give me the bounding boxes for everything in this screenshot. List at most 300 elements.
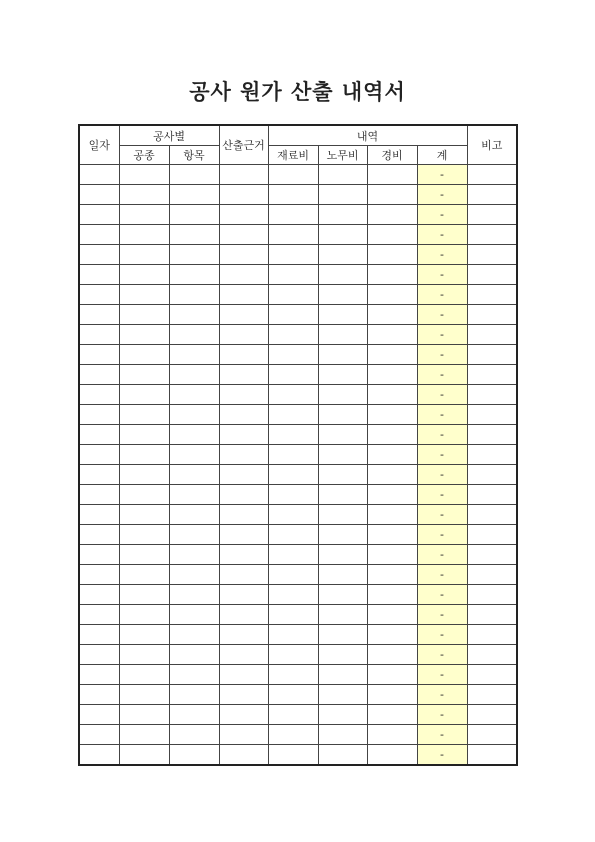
material-cell[interactable] — [268, 325, 318, 345]
labor-cell[interactable] — [318, 225, 367, 245]
date-cell[interactable] — [79, 305, 119, 325]
remarks-cell[interactable] — [467, 345, 517, 365]
work-kind-cell[interactable] — [119, 365, 169, 385]
material-cell[interactable] — [268, 545, 318, 565]
remarks-cell[interactable] — [467, 205, 517, 225]
date-cell[interactable] — [79, 585, 119, 605]
item-cell[interactable] — [169, 705, 219, 725]
material-cell[interactable] — [268, 225, 318, 245]
remarks-cell[interactable] — [467, 525, 517, 545]
basis-cell[interactable] — [219, 225, 268, 245]
labor-cell[interactable] — [318, 605, 367, 625]
labor-cell[interactable] — [318, 205, 367, 225]
item-cell[interactable] — [169, 565, 219, 585]
expense-cell[interactable] — [367, 405, 417, 425]
header-details: 내역 — [268, 125, 467, 146]
material-cell[interactable] — [268, 485, 318, 505]
date-cell[interactable] — [79, 325, 119, 345]
labor-cell[interactable] — [318, 525, 367, 545]
work-kind-cell[interactable] — [119, 485, 169, 505]
table-body — [79, 165, 517, 766]
table-row — [79, 225, 517, 245]
work-kind-cell[interactable] — [119, 685, 169, 705]
expense-cell[interactable] — [367, 645, 417, 665]
header-work-kind: 공종 — [119, 146, 169, 165]
expense-cell[interactable] — [367, 525, 417, 545]
work-kind-cell[interactable] — [119, 465, 169, 485]
header-date: 일자 — [79, 125, 119, 165]
basis-cell[interactable] — [219, 445, 268, 465]
labor-cell[interactable] — [318, 705, 367, 725]
labor-cell[interactable] — [318, 645, 367, 665]
material-cell[interactable] — [268, 465, 318, 485]
labor-cell[interactable] — [318, 725, 367, 745]
item-cell[interactable] — [169, 465, 219, 485]
remarks-cell[interactable] — [467, 185, 517, 205]
total-cell[interactable]: - — [417, 525, 467, 545]
item-cell[interactable] — [169, 745, 219, 766]
total-cell[interactable]: - — [417, 365, 467, 385]
table-row — [79, 465, 517, 485]
table-row — [79, 365, 517, 385]
basis-cell[interactable] — [219, 685, 268, 705]
item-cell[interactable] — [169, 545, 219, 565]
remarks-cell[interactable] — [467, 745, 517, 766]
table-row — [79, 645, 517, 665]
labor-cell[interactable] — [318, 385, 367, 405]
item-cell[interactable] — [169, 425, 219, 445]
expense-cell[interactable] — [367, 185, 417, 205]
labor-cell[interactable] — [318, 405, 367, 425]
item-cell[interactable] — [169, 385, 219, 405]
header-total: 계 — [417, 146, 467, 165]
remarks-cell[interactable] — [467, 565, 517, 585]
labor-cell[interactable] — [318, 425, 367, 445]
labor-cell[interactable] — [318, 245, 367, 265]
basis-cell[interactable] — [219, 325, 268, 345]
header-item: 항목 — [169, 146, 219, 165]
work-kind-cell[interactable] — [119, 185, 169, 205]
table-row — [79, 165, 517, 185]
expense-cell[interactable] — [367, 485, 417, 505]
labor-cell[interactable] — [318, 165, 367, 185]
basis-cell[interactable] — [219, 385, 268, 405]
item-cell[interactable] — [169, 725, 219, 745]
total-cell[interactable]: - — [417, 285, 467, 305]
work-kind-cell[interactable] — [119, 565, 169, 585]
material-cell[interactable] — [268, 585, 318, 605]
total-cell[interactable]: - — [417, 385, 467, 405]
labor-cell[interactable] — [318, 285, 367, 305]
material-cell[interactable] — [268, 205, 318, 225]
item-cell[interactable] — [169, 525, 219, 545]
item-cell[interactable] — [169, 225, 219, 245]
work-kind-cell[interactable] — [119, 165, 169, 185]
expense-cell[interactable] — [367, 445, 417, 465]
remarks-cell[interactable] — [467, 465, 517, 485]
labor-cell[interactable] — [318, 565, 367, 585]
expense-cell[interactable] — [367, 165, 417, 185]
total-cell[interactable]: - — [417, 405, 467, 425]
labor-cell[interactable] — [318, 485, 367, 505]
basis-cell[interactable] — [219, 205, 268, 225]
remarks-cell[interactable] — [467, 365, 517, 385]
date-cell[interactable] — [79, 385, 119, 405]
remarks-cell[interactable] — [467, 705, 517, 725]
work-kind-cell[interactable] — [119, 605, 169, 625]
basis-cell[interactable] — [219, 285, 268, 305]
remarks-cell[interactable] — [467, 545, 517, 565]
expense-cell[interactable] — [367, 625, 417, 645]
work-kind-cell[interactable] — [119, 285, 169, 305]
material-cell[interactable] — [268, 605, 318, 625]
labor-cell[interactable] — [318, 185, 367, 205]
expense-cell[interactable] — [367, 465, 417, 485]
material-cell[interactable] — [268, 725, 318, 745]
total-cell[interactable]: - — [417, 345, 467, 365]
basis-cell[interactable] — [219, 725, 268, 745]
material-cell[interactable] — [268, 165, 318, 185]
date-cell[interactable] — [79, 665, 119, 685]
date-cell[interactable] — [79, 185, 119, 205]
date-cell[interactable] — [79, 545, 119, 565]
date-cell[interactable] — [79, 465, 119, 485]
basis-cell[interactable] — [219, 705, 268, 725]
labor-cell[interactable] — [318, 745, 367, 766]
work-kind-cell[interactable] — [119, 525, 169, 545]
expense-cell[interactable] — [367, 345, 417, 365]
table-row — [79, 725, 517, 745]
basis-cell[interactable] — [219, 425, 268, 445]
remarks-cell[interactable] — [467, 665, 517, 685]
work-kind-cell[interactable] — [119, 585, 169, 605]
expense-cell[interactable] — [367, 545, 417, 565]
basis-cell[interactable] — [219, 525, 268, 545]
basis-cell[interactable] — [219, 565, 268, 585]
item-cell[interactable] — [169, 645, 219, 665]
date-cell[interactable] — [79, 225, 119, 245]
work-kind-cell[interactable] — [119, 205, 169, 225]
remarks-cell[interactable] — [467, 325, 517, 345]
material-cell[interactable] — [268, 245, 318, 265]
labor-cell[interactable] — [318, 265, 367, 285]
expense-cell[interactable] — [367, 325, 417, 345]
material-cell[interactable] — [268, 185, 318, 205]
date-cell[interactable] — [79, 205, 119, 225]
basis-cell[interactable] — [219, 245, 268, 265]
total-cell[interactable]: - — [417, 545, 467, 565]
date-cell[interactable] — [79, 625, 119, 645]
labor-cell[interactable] — [318, 365, 367, 385]
material-cell[interactable] — [268, 505, 318, 525]
expense-cell[interactable] — [367, 285, 417, 305]
expense-cell[interactable] — [367, 425, 417, 445]
remarks-cell[interactable] — [467, 425, 517, 445]
material-cell[interactable] — [268, 405, 318, 425]
item-cell[interactable] — [169, 325, 219, 345]
remarks-cell[interactable] — [467, 725, 517, 745]
remarks-cell[interactable] — [467, 305, 517, 325]
total-cell[interactable]: - — [417, 645, 467, 665]
date-cell[interactable] — [79, 605, 119, 625]
item-cell[interactable] — [169, 485, 219, 505]
expense-cell[interactable] — [367, 205, 417, 225]
basis-cell[interactable] — [219, 485, 268, 505]
date-cell[interactable] — [79, 705, 119, 725]
labor-cell[interactable] — [318, 505, 367, 525]
remarks-cell[interactable] — [467, 225, 517, 245]
remarks-cell[interactable] — [467, 285, 517, 305]
table-row — [79, 445, 517, 465]
basis-cell[interactable] — [219, 405, 268, 425]
remarks-cell[interactable] — [467, 245, 517, 265]
material-cell[interactable] — [268, 525, 318, 545]
total-cell[interactable]: - — [417, 325, 467, 345]
item-cell[interactable] — [169, 665, 219, 685]
total-cell[interactable]: - — [417, 505, 467, 525]
item-cell[interactable] — [169, 265, 219, 285]
total-cell[interactable]: - — [417, 745, 467, 766]
expense-cell[interactable] — [367, 505, 417, 525]
labor-cell[interactable] — [318, 545, 367, 565]
total-cell[interactable]: - — [417, 685, 467, 705]
expense-cell[interactable] — [367, 605, 417, 625]
expense-cell[interactable] — [367, 305, 417, 325]
expense-cell[interactable] — [367, 245, 417, 265]
date-cell[interactable] — [79, 485, 119, 505]
basis-cell[interactable] — [219, 585, 268, 605]
total-cell[interactable]: - — [417, 665, 467, 685]
remarks-cell[interactable] — [467, 505, 517, 525]
material-cell[interactable] — [268, 705, 318, 725]
date-cell[interactable] — [79, 725, 119, 745]
table-row — [79, 585, 517, 605]
total-cell[interactable]: - — [417, 625, 467, 645]
work-kind-cell[interactable] — [119, 545, 169, 565]
labor-cell[interactable] — [318, 445, 367, 465]
basis-cell[interactable] — [219, 505, 268, 525]
work-kind-cell[interactable] — [119, 305, 169, 325]
total-cell[interactable]: - — [417, 705, 467, 725]
header-material: 재료비 — [268, 146, 318, 165]
work-kind-cell[interactable] — [119, 705, 169, 725]
material-cell[interactable] — [268, 365, 318, 385]
item-cell[interactable] — [169, 285, 219, 305]
basis-cell[interactable] — [219, 545, 268, 565]
remarks-cell[interactable] — [467, 405, 517, 425]
remarks-cell[interactable] — [467, 445, 517, 465]
labor-cell[interactable] — [318, 665, 367, 685]
total-cell[interactable]: - — [417, 465, 467, 485]
date-cell[interactable] — [79, 285, 119, 305]
date-cell[interactable] — [79, 345, 119, 365]
item-cell[interactable] — [169, 165, 219, 185]
header-work-type: 공사별 — [119, 125, 219, 146]
remarks-cell[interactable] — [467, 165, 517, 185]
expense-cell[interactable] — [367, 265, 417, 285]
item-cell[interactable] — [169, 625, 219, 645]
basis-cell[interactable] — [219, 625, 268, 645]
date-cell[interactable] — [79, 405, 119, 425]
basis-cell[interactable] — [219, 665, 268, 685]
table-row — [79, 385, 517, 405]
table-row — [79, 305, 517, 325]
total-cell[interactable]: - — [417, 205, 467, 225]
work-kind-cell[interactable] — [119, 245, 169, 265]
total-cell[interactable]: - — [417, 445, 467, 465]
item-cell[interactable] — [169, 345, 219, 365]
work-kind-cell[interactable] — [119, 385, 169, 405]
labor-cell[interactable] — [318, 585, 367, 605]
header-labor: 노무비 — [318, 146, 367, 165]
item-cell[interactable] — [169, 185, 219, 205]
remarks-cell[interactable] — [467, 625, 517, 645]
table-row — [79, 485, 517, 505]
table-row — [79, 625, 517, 645]
basis-cell[interactable] — [219, 165, 268, 185]
material-cell[interactable] — [268, 685, 318, 705]
table-row — [79, 505, 517, 525]
expense-cell[interactable] — [367, 385, 417, 405]
item-cell[interactable] — [169, 365, 219, 385]
date-cell[interactable] — [79, 685, 119, 705]
basis-cell[interactable] — [219, 185, 268, 205]
basis-cell[interactable] — [219, 265, 268, 285]
expense-cell[interactable] — [367, 705, 417, 725]
material-cell[interactable] — [268, 565, 318, 585]
material-cell[interactable] — [268, 385, 318, 405]
labor-cell[interactable] — [318, 305, 367, 325]
work-kind-cell[interactable] — [119, 405, 169, 425]
material-cell[interactable] — [268, 665, 318, 685]
labor-cell[interactable] — [318, 685, 367, 705]
work-kind-cell[interactable] — [119, 345, 169, 365]
work-kind-cell[interactable] — [119, 425, 169, 445]
material-cell[interactable] — [268, 265, 318, 285]
material-cell[interactable] — [268, 445, 318, 465]
total-cell[interactable]: - — [417, 485, 467, 505]
basis-cell[interactable] — [219, 365, 268, 385]
basis-cell[interactable] — [219, 345, 268, 365]
expense-cell[interactable] — [367, 365, 417, 385]
item-cell[interactable] — [169, 205, 219, 225]
item-cell[interactable] — [169, 685, 219, 705]
remarks-cell[interactable] — [467, 385, 517, 405]
basis-cell[interactable] — [219, 605, 268, 625]
total-cell[interactable]: - — [417, 585, 467, 605]
item-cell[interactable] — [169, 405, 219, 425]
expense-cell[interactable] — [367, 725, 417, 745]
date-cell[interactable] — [79, 565, 119, 585]
total-cell[interactable]: - — [417, 305, 467, 325]
item-cell[interactable] — [169, 305, 219, 325]
table-row — [79, 685, 517, 705]
date-cell[interactable] — [79, 425, 119, 445]
date-cell[interactable] — [79, 265, 119, 285]
remarks-cell[interactable] — [467, 265, 517, 285]
work-kind-cell[interactable] — [119, 325, 169, 345]
remarks-cell[interactable] — [467, 645, 517, 665]
date-cell[interactable] — [79, 645, 119, 665]
remarks-cell[interactable] — [467, 485, 517, 505]
item-cell[interactable] — [169, 445, 219, 465]
total-cell[interactable]: - — [417, 725, 467, 745]
page-title: 공사 원가 산출 내역서 — [189, 80, 406, 104]
item-cell[interactable] — [169, 505, 219, 525]
material-cell[interactable] — [268, 645, 318, 665]
table-row — [79, 325, 517, 345]
expense-cell[interactable] — [367, 565, 417, 585]
work-kind-cell[interactable] — [119, 665, 169, 685]
date-cell[interactable] — [79, 745, 119, 766]
basis-cell[interactable] — [219, 465, 268, 485]
material-cell[interactable] — [268, 425, 318, 445]
expense-cell[interactable] — [367, 665, 417, 685]
expense-cell[interactable] — [367, 685, 417, 705]
table-row — [79, 405, 517, 425]
basis-cell[interactable] — [219, 745, 268, 766]
work-kind-cell[interactable] — [119, 645, 169, 665]
total-cell[interactable]: - — [417, 225, 467, 245]
date-cell[interactable] — [79, 245, 119, 265]
date-cell[interactable] — [79, 165, 119, 185]
date-cell[interactable] — [79, 365, 119, 385]
work-kind-cell[interactable] — [119, 625, 169, 645]
total-cell[interactable]: - — [417, 185, 467, 205]
item-cell[interactable] — [169, 585, 219, 605]
work-kind-cell[interactable] — [119, 445, 169, 465]
expense-cell[interactable] — [367, 225, 417, 245]
labor-cell[interactable] — [318, 465, 367, 485]
table-row — [79, 605, 517, 625]
remarks-cell[interactable] — [467, 605, 517, 625]
total-cell[interactable]: - — [417, 605, 467, 625]
work-kind-cell[interactable] — [119, 505, 169, 525]
expense-cell[interactable] — [367, 585, 417, 605]
remarks-cell[interactable] — [467, 685, 517, 705]
remarks-cell[interactable] — [467, 585, 517, 605]
total-cell[interactable]: - — [417, 425, 467, 445]
date-cell[interactable] — [79, 505, 119, 525]
total-cell[interactable]: - — [417, 245, 467, 265]
item-cell[interactable] — [169, 245, 219, 265]
table-row — [79, 245, 517, 265]
work-kind-cell[interactable] — [119, 725, 169, 745]
work-kind-cell[interactable] — [119, 745, 169, 766]
date-cell[interactable] — [79, 445, 119, 465]
material-cell[interactable] — [268, 625, 318, 645]
table-row — [79, 525, 517, 545]
material-cell[interactable] — [268, 305, 318, 325]
labor-cell[interactable] — [318, 625, 367, 645]
material-cell[interactable] — [268, 285, 318, 305]
material-cell[interactable] — [268, 345, 318, 365]
header-remarks: 비고 — [467, 125, 517, 165]
labor-cell[interactable] — [318, 345, 367, 365]
work-kind-cell[interactable] — [119, 225, 169, 245]
date-cell[interactable] — [79, 525, 119, 545]
expense-cell[interactable] — [367, 745, 417, 766]
total-cell[interactable]: - — [417, 565, 467, 585]
labor-cell[interactable] — [318, 325, 367, 345]
work-kind-cell[interactable] — [119, 265, 169, 285]
total-cell[interactable]: - — [417, 265, 467, 285]
basis-cell[interactable] — [219, 645, 268, 665]
total-cell[interactable]: - — [417, 165, 467, 185]
item-cell[interactable] — [169, 605, 219, 625]
material-cell[interactable] — [268, 745, 318, 766]
basis-cell[interactable] — [219, 305, 268, 325]
